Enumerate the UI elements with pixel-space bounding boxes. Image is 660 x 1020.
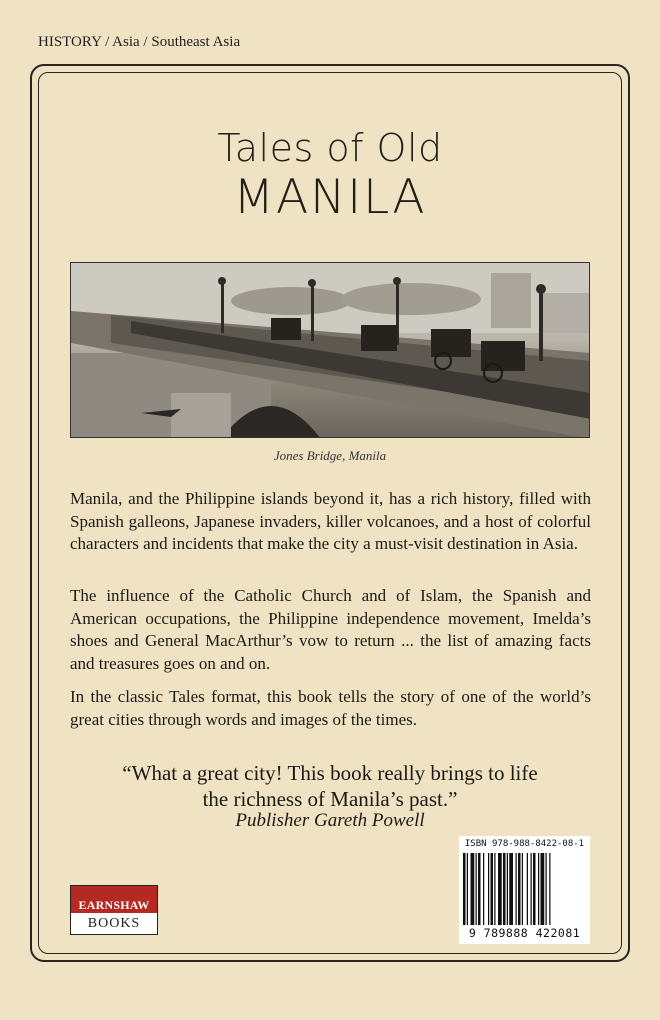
publisher-logo-name: EARNSHAW (71, 886, 157, 913)
quote-attribution: Publisher Gareth Powell (235, 810, 425, 831)
bridge-photo (70, 262, 590, 438)
photo-caption: Jones Bridge, Manila (273, 448, 387, 463)
barcode-digits: 9 789888 422081 (468, 926, 581, 940)
quote-line-2: the richness of Manila’s past.” (202, 787, 458, 811)
book-title-line2: MANILA (233, 170, 427, 225)
barcode-bars (463, 853, 586, 925)
book-title-line1: Tales of Old (217, 126, 443, 170)
description-paragraph-3: In the classic Tales format, this book tells the story of one of the world’s great cities through words and images of the times. (70, 687, 591, 729)
isbn-label: ISBN 978-988-8422-08-1 (464, 839, 585, 849)
isbn-barcode (459, 836, 590, 944)
endorsement-quote (0, 760, 660, 812)
category-label: HISTORY / Asia / Southeast Asia (38, 34, 241, 50)
description-paragraph-1: Manila, and the Philippine islands beyond it, has a rich history, filled with Spanish galleons, Japanese invaders, killer volcanoes, and a host of colorful characters and incidents that make the city a must-visit destination in Asia. (70, 489, 591, 553)
description-paragraph-2: The influence of the Catholic Church and of Islam, the Spanish and American occupations, the Philippine independence movement, Imelda’s shoes and General MacArthur’s vow to return ... the list of amazing facts and treasures goes on and on. (70, 586, 591, 673)
publisher-logo-books: BOOKS (87, 916, 141, 931)
quote-line-1: “What a great city! This book really brings to life (122, 761, 538, 785)
publisher-logo (70, 885, 158, 935)
